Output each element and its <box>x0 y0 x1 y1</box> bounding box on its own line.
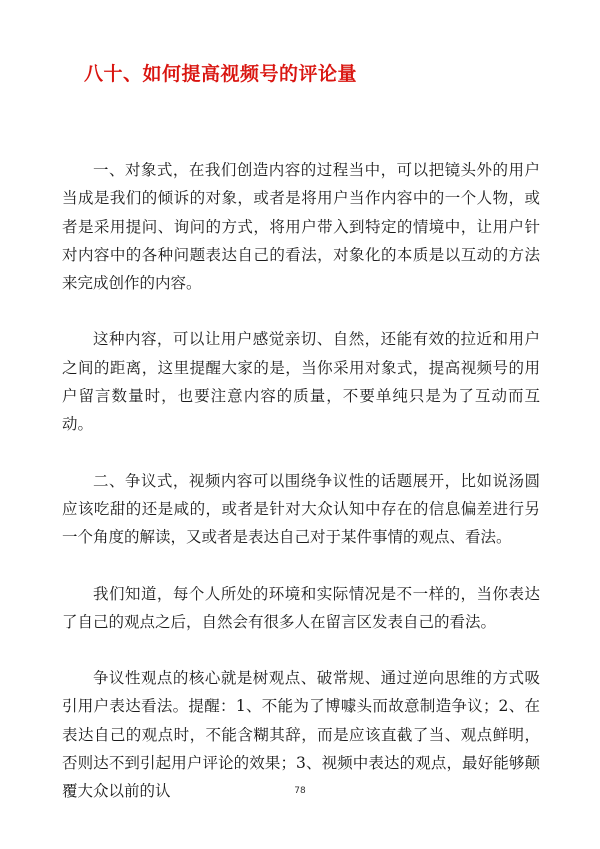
paragraph-controversy-reason: 我们知道，每个人所处的环境和实际情况是不一样的，当你表达了自己的观点之后，自然会有很多人在留言区发表自己的看法。 <box>62 584 540 631</box>
paragraph-object-style-note: 这种内容，可以让用户感觉亲切、自然，还能有效的拉近和用户之间的距离，这里提醒大家的是，当你采用对象式，提高视频号的用户留言数量时，也要注意内容的质量，不要单纯只是为了互动而互动。 <box>62 330 540 434</box>
paragraph-controversy-core: 争议性观点的核心就是树观点、破常规、通过逆向思维的方式吸引用户表达看法。提醒：1、不能为了博噱头而故意制造争议；2、在表达自己的观点时，不能含糊其辞，而是应该直截了当、观点鲜明，否则达不到引起用户评论的效果；3、视频中表达的观点，最好能够颠覆大众以前的认 <box>62 669 540 801</box>
paragraph-object-style: 一、对象式，在我们创造内容的过程当中，可以把镜头外的用户当成是我们的倾诉的对象，或者是将用户当作内容中的一个人物，或者是采用提问、询问的方式，将用户带入到特定的情境中，让用户针对内容中的各种问题表达自己的看法，对象化的本质是以互动的方法来完成创作的内容。 <box>62 161 540 293</box>
page-number: 78 <box>294 786 306 796</box>
document-body <box>62 156 540 834</box>
paragraph-controversy-style: 二、争议式，视频内容可以围绕争议性的话题展开，比如说汤圆应该吃甜的还是咸的，或者是针对大众认知中存在的信息偏差进行另一个角度的解读，又或者是表达自己对于某件事情的观点、看法。 <box>62 471 540 547</box>
section-title: 八十、如何提高视频号的评论量 <box>84 63 358 85</box>
